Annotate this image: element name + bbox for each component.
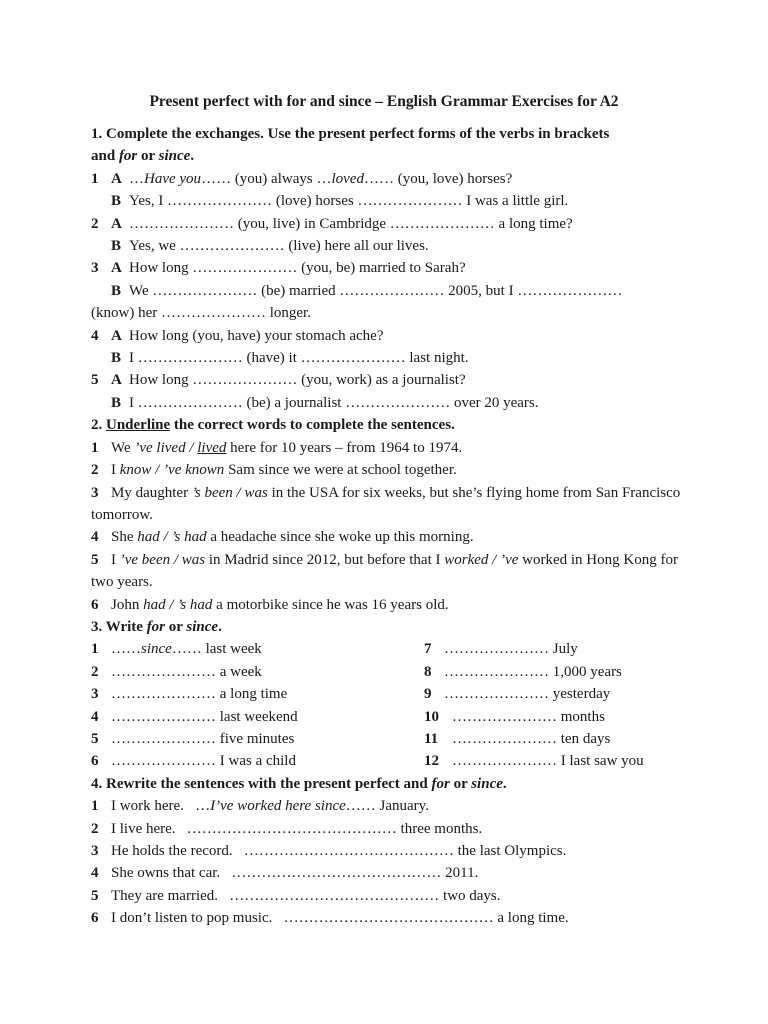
ex3-item: 2 ………………… a week xyxy=(91,663,262,680)
ex1-heading: 1. Complete the exchanges. Use the present perfect forms of the verbs in brackets xyxy=(91,126,610,142)
ex3-heading: 3. Write for or since. xyxy=(91,618,222,635)
ex3-item: 10 ………………… months xyxy=(424,708,605,725)
ex4-heading: 4. Rewrite the sentences with the present perfect and for or since. xyxy=(91,775,507,792)
ex3-item: 7 ………………… July xyxy=(424,641,578,658)
ex3-item: 1 ……since…… last week xyxy=(91,641,262,658)
ex4-sentence-6: 6 I don’t listen to pop music. …………………………………… a long time. xyxy=(91,910,569,927)
ex4-sentence-5: 5 They are married. …………………………………… two days. xyxy=(91,887,501,904)
ex1-item-5a: 5 A How long ………………… (you, work) as a journalist? xyxy=(91,372,466,389)
ex2-sentence-4: 4 She had / ’s had a headache since she woke up this morning. xyxy=(91,529,474,546)
ex1-heading-cont: and for or since. xyxy=(91,148,195,165)
ex3-item: 9 ………………… yesterday xyxy=(424,686,611,703)
ex1-item-1a: 1 A …Have you…… (you) always …loved…… (you, love) horses? xyxy=(91,170,513,187)
ex3-left-column xyxy=(91,638,424,772)
ex1-item-4a: 4 A How long (you, have) your stomach ache? xyxy=(91,327,384,344)
ex1-item-2a: 2 A ………………… (you, live) in Cambridge ………………… a long time? xyxy=(91,215,573,232)
ex3-item: 12 ………………… I last saw you xyxy=(424,753,644,770)
ex2-sentence-2: 2 I know / ’ve known Sam since we were at school together. xyxy=(91,462,457,479)
ex3-item: 8 ………………… 1,000 years xyxy=(424,663,622,680)
ex3-item: 5 ………………… five minutes xyxy=(91,730,295,747)
ex3-item: 4 ………………… last weekend xyxy=(91,708,298,725)
ex4-sentence-1: 1 I work here. …I’ve worked here since…… January. xyxy=(91,798,429,815)
ex4-sentence-2: 2 I live here. …………………………………… three months. xyxy=(91,820,483,837)
ex2-sentence-5: 5 I ’ve been / was in Madrid since 2012, but before that I worked / ’ve worked in Hong Kong for two years. xyxy=(91,551,678,591)
ex2-sentence-1: 1 We ’ve lived / lived here for 10 years – from 1964 to 1974. xyxy=(91,439,463,456)
ex4-sentence-3: 3 He holds the record. …………………………………… the last Olympics. xyxy=(91,843,567,859)
page-title: Present perfect with for and since – English Grammar Exercises for A2 xyxy=(149,93,619,110)
ex1-item-4b: B I ………………… (have) it ………………… last night. xyxy=(111,350,469,367)
ex3-item: 3 ………………… a long time xyxy=(91,686,288,703)
ex1-item-1b: B Yes, I ………………… (love) horses ………………… I was a little girl. xyxy=(111,193,569,210)
worksheet-content xyxy=(91,123,681,930)
ex1-item-5b: B I ………………… (be) a journalist ………………… over 20 years. xyxy=(111,394,539,411)
ex3-item: 6 ………………… I was a child xyxy=(91,753,296,770)
ex1-item-3a: 3 A How long ………………… (you, be) married to Sarah? xyxy=(91,260,466,277)
ex1-item-2b: B Yes, we ………………… (live) here all our lives. xyxy=(111,238,429,255)
ex2-heading: 2. Underline the correct words to complete the sentences. xyxy=(91,417,455,434)
ex2-sentence-3: 3 My daughter ’s been / was in the USA for six weeks, but she’s flying home from San Francisco tomorrow. xyxy=(91,484,681,523)
ex1-item-3b: B We ………………… (be) married ………………… 2005, but I ………………… xyxy=(111,282,623,299)
ex4-sentence-4: 4 She owns that car. …………………………………… 2011. xyxy=(91,865,479,882)
ex1-item-3b-cont: (know) her ………………… longer. xyxy=(91,305,311,322)
ex3-item: 11 ………………… ten days xyxy=(424,730,611,747)
ex3-columns xyxy=(91,638,681,772)
ex3-right-column xyxy=(424,638,681,772)
ex2-sentence-6: 6 John had / ’s had a motorbike since he was 16 years old. xyxy=(91,596,449,613)
